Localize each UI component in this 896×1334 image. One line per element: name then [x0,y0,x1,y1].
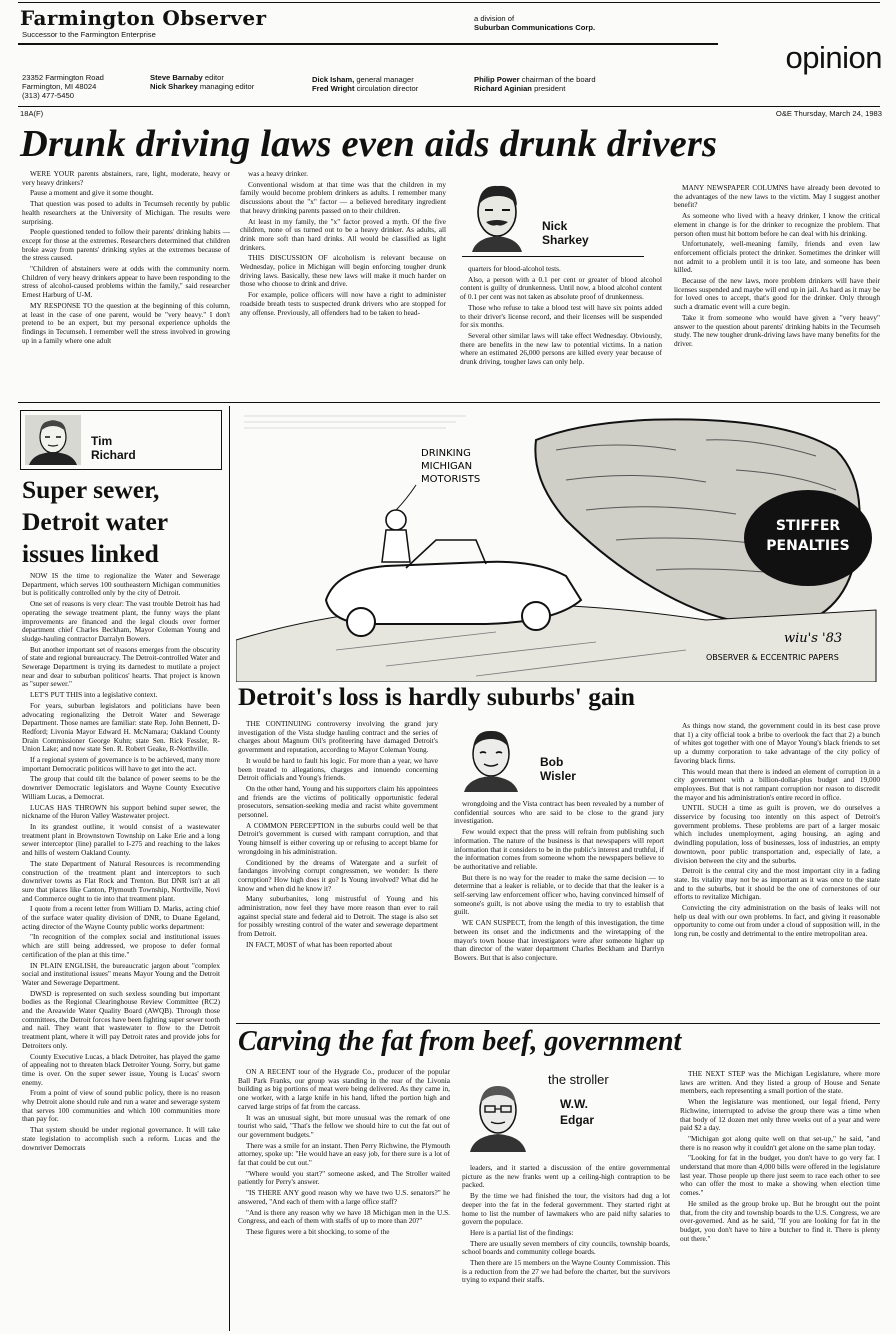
article-paragraph: "Children of abstainers were at odds with the community norm. Children of very heavy drinkers appear to have been responding to the stress of alcohol-caused problems within the family," said researcher Ernest Harburg of U-M. [22,264,230,300]
article-paragraph: WERE YOUR parents abstainers, rare, light, moderate, heavy or very heavy drinkers? [22,170,230,187]
article-paragraph: That system should be under regional governance. It will take state legislation to accomplish such a reform. Lucas and the downriver Democrats [22,1125,220,1152]
byline-first-name: Bob [540,755,564,769]
byline-last-name: Wisler [540,769,576,783]
article-paragraph: LET'S PUT THIS into a legislative context. [30,690,158,700]
article-paragraph: IN FACT, MOST of what has been reported about [246,939,393,949]
cartoon-wall-text-1: STIFFER [775,518,841,534]
article-paragraph: If a regional system of governance is to be achieved, many more important Democratic politicos will have to get into the act. [22,755,220,773]
article-paragraph: This would mean that there is indeed an element of corruption in a city government with a billion-dollar-plus budget and 19,000 employees. But that is not rampant corruption nor reason to discredit the mayor and his administration's entire record in office. [674,766,880,802]
top-rule [18,2,880,3]
article1-column-2 [240,170,446,398]
cartoon-sign-text-1: DRINKING [421,448,471,459]
byline-last-name: Sharkey [542,233,589,247]
article-paragraph: For years, suburban legislators and politicians have been advocating regionalizing the Detroit Water and Sewerage Department. Those names are familiar: state Rep. John Bennett, D-Redford; Livonia Mayor Edward H. McNamara; Oakland County Drain Commissioner George Kuhn; state Sen. Rick Fessler, R-Union Lake; and now state Sen. R. Robert Geake, R-Northville. [22,700,220,754]
byline-tim-richard [20,410,222,470]
article-paragraph: "Where would you start?" someone asked, and The Stroller waited patiently for Perry's answer. [238,1168,450,1187]
masthead-rule [18,43,718,45]
article-paragraph: That question was posed to adults in Tecumseh recently by public health researchers at the University of Michigan. The results were surprising. [22,199,230,226]
headline-drunk-driving: Drunk driving laws even aids drunk drivers [20,123,718,165]
article-paragraph: The group that could tilt the balance of power seems to be the downriver Democratic legislators and Wayne County Executive William Lucas, a Democrat. [22,774,220,801]
staff-name: Fred Wright [312,84,355,93]
article-paragraph: It was an unusual sight, but more unusual was the remark of one tourist who said, "That's the fellow we should hire to cut the fat out of our government budgets." [238,1112,450,1139]
staff-circulation-director [312,84,418,93]
article-paragraph: DWSD is represented on such sexless sounding but important bodies as the Regional Clearinghouse Review Committee (RC2) and the Areawide Water Quality Board (AWQB). Through those committees, the Detroit forces have been fighting super sewer tooth and nail. They want that wastewater to flow to the Detroit treatment plant, where it will pay Detroit rates and provide jobs for Detroiters only. [22,988,220,1050]
article-paragraph: "In recognition of the complex social and institutional issues which are still being addressed, we propose to defer formal certification of the plan at this time." [22,932,220,959]
editorial-cartoon [236,410,878,682]
page-number: 18A(F) [20,109,44,118]
article-paragraph: UNTIL SUCH a time as guilt is proven, we do ourselves a disservice by focusing too intently on this aspect of Detroit's government problems. These problems are part of a larger mosaic which includes unemployment, aging housing, an aging and dwindling population, loss of businesses, loss of industries, an empty downtown, poor public transportation and, especially of late, a division between the city and the suburbs. [674,803,880,865]
article-paragraph: Those who refuse to take a blood test will have six points added to their driver's license record, and their licenses will be suspended for six months. [460,302,662,330]
article-paragraph: leaders, and it started a discussion of the entire governmental picture as the new franks went up a ceiling-high contraption to be packed. [462,1164,670,1190]
article-divider [236,1023,880,1024]
cartoon-credit: OBSERVER & ECCENTRIC PAPERS [706,653,839,662]
article-paragraph: It would be hard to fault his logic. For more than a year, we have been treated to allegations, charges and innuendo concerning Detroit officials and Young's friends. [238,755,438,783]
staff-role: president [531,84,566,93]
article-paragraph: Take it from someone who would have given a "very heavy" answer to the question about parents' drinking habits in the Tecumseh study. The new tougher drunk-driving laws have many benefits for the driver. [674,312,880,348]
byline-first-name: Tim [91,434,113,448]
article-paragraph: Unfortunately, well-meaning family, friends and even law enforcement officials protect the drinker. Sometimes the drinker will not admit to a problem until it is too late, and someone has been killed. [674,239,880,275]
article-paragraph: ON A RECENT tour of the Hygrade Co., producer of the popular Ball Park Franks, our group was standing in the rear of the Livonia building as big portions of meat were being delivered. As they came in, one worker, with a large knife in his hand, lifted the portion high and carved large strips of fat from the carcass. [238,1068,450,1111]
staff-chairman [474,75,596,84]
dateline: O&E Thursday, March 24, 1983 [775,109,882,118]
staff-name: Steve Barnaby [150,73,203,82]
headline-super-sewer [22,474,168,570]
article4-column-1 [238,1068,450,1330]
article-paragraph: I quote from a recent letter from William D. Marks, acting chief of the surface water quality division of DNR, to Duane Egeland, acting director of the Wayne County public works department: [22,904,220,931]
portrait-nick-sharkey [466,178,528,252]
article-paragraph: County Executive Lucas, a black Detroiter, has played the game of appealing not to threaten black Detroiter Young. Sorry, but game time is over. On the super sewer issue, Young is Lucas' sworn enemy. [22,1051,220,1087]
article-paragraph: THE NEXT STEP was the Michigan Legislature, where more laws are written. And they listed a group of House and Senate members, each representing a small portion of the state. [680,1070,880,1096]
article-paragraph: "IS THERE ANY good reason why we have two U.S. senators?" he answered, "And each of them with a large office staff? [238,1188,450,1206]
article1-column-1 [22,170,230,398]
staff-name: Philip Power [474,75,520,84]
staff-managing-editor [150,82,254,91]
article-paragraph: MY RESPONSE TO the question at the beginning of this column, at least in the case of one parent, would be "very heavy." I don't pretend to be an expert, but my personal experience upholds the findings in Tecumseh. I remember well the stress involved in growing up in a family where one adult [22,300,230,345]
headline-carving-the-fat: Carving the fat from beef, government [238,1026,682,1057]
article-paragraph: When the legislature was mentioned, our legal friend, Perry Richwine, interrupted to advise the group there was a time when that body of 12 dozen met only three weeks out of a year and were paid $2 a day. [680,1097,880,1133]
article-paragraph: quarters for blood-alcohol tests. [468,265,561,273]
column-rule [229,406,230,1331]
portrait-bob-wisler [458,722,524,792]
article-paragraph: By the time we had finished the tour, the visitors had dug a lot deeper into the fat in the federal government. They started right at home to list the number of lawmakers who are paid nifty salaries to govern the populace. [462,1191,670,1227]
article-paragraph: Conditioned by the dreams of Watergate and a surfeit of fandangos involving corrupt congressmen, we wonder: Is there corruption? How high does it go? Is Young involved? What did he know and when did he know it? [238,857,438,893]
article-paragraph: Then there are 15 members on the Wayne County Commission. This is a reduction from the 27 we had before the charter, but the survivors trying to expand their staffs. [462,1258,670,1285]
byline-rule [462,256,644,257]
masthead-title: Farmington Observer [20,6,267,30]
staff-name: Nick Sharkey [150,82,198,91]
staff-role: chairman of the board [519,75,596,84]
article-paragraph: There are usually seven members of city councils, township boards, school boards and community college boards. [462,1238,670,1257]
article-paragraph: As things now stand, the government could in its best case prove that 1) a city official took a bribe to overlook the fact that 2) a bunch of whites got together with one of Mayor Young's black friends to set up a dummy corporation to take advantage of the city policy of favoring black firms. [674,722,880,765]
byline-last-name: Richard [91,448,136,462]
division-line-1: a division of [474,14,515,23]
article-paragraph: People questioned tended to follow their parents' drinking habits — except for those at the extremes. Researchers determined that children broke away from parents' drinking styles at the extremes because of the stress caused. [22,227,230,263]
article-paragraph: Conventional wisdom at that time was that the children in my family would become problem drinkers as adults. I remember many discussions about the "x" factor — a believed hereditary ingredient that heavy drinking parents passed on to their children. [240,179,446,215]
article-paragraph: Convicting the city administration on the basis of leaks will not help us deal with our own problems. In fact, and giving it reasonable opportunity to come out from under a cloud of supposition will, in the long run, be costly and detrimental to the entire metropolitan area. [674,903,880,939]
article-paragraph: Few would expect that the press will refrain from publishing such information. The nature of the business is that newspapers will report information that it considers to be in the public's interest and truthful, if the information comes from someone whom the newspapers believe to be authoritative and reliable. [454,827,664,871]
article-paragraph: One set of reasons is very clear: The vast trouble Detroit has had operating the sewage treatment plant, the funny ways the plant improvements are financed and the legal clouds over former department chief Charles Beckham, Mayor Coleman Young and sludge-hauling contractor Darralyn Bowers. [22,599,220,643]
cartoon-signature: wiu's '83 [784,631,843,646]
article-paragraph: IN PLAIN ENGLISH, the bureaucratic jargon about "complex social and institutional issues" means Mayor Young and the Detroit Water and Sewerage Department. [22,960,220,987]
byline-w-w-edgar [462,1068,662,1160]
article-paragraph: On the other hand, Young and his supporters claim his appointees and friends are the victims of politically opportunistic federal prosecutors, sensation-seeking media and racist white government personnel. [238,783,438,820]
cartoon-sign-text-3: MOTORISTS [421,474,481,485]
headline-line: issues linked [22,539,159,568]
article-paragraph: Pause a moment and give it some thought. [30,188,154,198]
article-paragraph: For example, police officers will now have a right to administer roadside breath tests to suspected drunk drivers who are stopped for any offense. Previously, all offenders had to be taken to head- [240,290,446,317]
staff-general-manager [312,75,414,84]
article-paragraph: Here is a partial list of the findings: [470,1227,574,1237]
staff-role: editor [202,73,224,82]
article-paragraph: At least in my family, the "x" factor proved a myth. Of the five children, none of us turned out to be a heavy drinker. As adults, all drink more soft than hard drinks. All would be classified as light drinkers. [240,216,446,252]
staff-name: Richard Aginian [474,84,532,93]
division-line-2: Suburban Communications Corp. [474,23,596,32]
cartoon-sign-text-2: MICHIGAN [421,461,473,472]
byline-first-name: W.W. [560,1097,588,1111]
article-paragraph: wrongdoing and the Vista contract has been revealed by a number of confidential sources who are said to be close to the grand jury investigation. [454,800,664,826]
staff-role: general manager [354,75,414,84]
article-paragraph: MANY NEWSPAPER COLUMNS have already been devoted to the advantages of the new laws to the victim. May I suggest another benefit? [674,184,880,210]
cartoon-wall-text-2: PENALTIES [766,538,850,554]
article1-column-4 [674,184,880,398]
article-paragraph: Several other similar laws will take effect Wednesday. Obviously, there are benefits in the new law to potential victims. In a nation where an estimated 26,000 persons are killed every year because of drunk driving, tougher laws can only help. [460,330,662,367]
article-paragraph: "And is there any reason why we have 18 Michigan men in the U.S. Congress, and each of them with staffs of up to more than 20?" [238,1207,450,1226]
staff-editor [150,73,224,82]
byline-last-name: Edgar [560,1113,595,1127]
article-paragraph: Detroit is the central city and the most important city in a fading state. Its vitality may not be as important as it was once to the state and to the suburbs, but it should be the one of cornerstones of our efforts to revitalize Michigan. [674,866,880,902]
address-line-2: Farmington, MI 48024 [22,82,97,91]
masthead-subtitle: Successor to the Farmington Enterprise [22,30,156,39]
article-paragraph: Many suburbanites, long mistrustful of Young and his administration, now feel they have more reason than ever to rail against special state and federal aid to Detroit. The stage is also set for possibly wresting control of the water and sewerage department from Detroit. [238,894,438,939]
article-paragraph: was a heavy drinker. [248,170,308,178]
article-paragraph: NOW IS the time to regionalize the Water and Sewerage Department, which serves 100 southeastern Michigan communities but is politically controlled only by the city of Detroit. [22,572,220,598]
byline-first-name: Nick [542,219,568,233]
article-paragraph: A COMMON PERCEPTION in the suburbs could well be that Detroit's government is cursed with rampant corruption, and that Young himself is either covering up or refusing to accept blame for wrongdoing in his administration. [238,820,438,856]
article-paragraph: In its grandest outline, it would consist of a wastewater treatment plant in Brownstown Township on Lake Erie and a long sewer interceptor (line) parallel to I-275 and reaching to the lakes and hills of western Oakland County. [22,821,220,858]
address-line-1: 23352 Farmington Road [22,73,104,82]
article-paragraph: "Michigan got along quite well on that set-up," he said, "and there is no reason why it couldn't get alone on the same plan today. [680,1133,880,1152]
address-line-3: (313) 477-5450 [22,91,74,100]
staff-name: Dick Isham, [312,75,355,84]
folio-rule [18,106,880,107]
staff-role: circulation director [354,84,419,93]
article3-column-2 [454,800,664,1022]
headline-detroits-loss: Detroit's loss is hardly suburbs' gain [238,682,635,711]
article-paragraph: There was a smile for an instant. Then Perry Richwine, the Plymouth attorney, spoke up: "He would have an easy job, for there sure is a lot of fat that could be cut out." [238,1140,450,1168]
article-paragraph: These figures were a bit shocking, to some of the [246,1226,390,1236]
article-paragraph: As someone who lived with a heavy drinker, I know the critical element in change is for the drinker to recognize the problem. That person often must hit bottom before he can deal with his drinking. [674,211,880,238]
staff-role: managing editor [197,82,255,91]
article-paragraph: WE CAN SUSPECT, from the length of this investigation, the time between its onset and the indictments and the wiretapping of the mayor's town house that investigators were after someone higher up than director of the water department Charles Beckham and Darrlyn Bowers. But that is also conjecture. [454,918,664,962]
article-paragraph: LUCAS HAS THROWN his support behind super sewer, the nickname of the Huron Valley Wastewater project. [22,802,220,821]
article2-body [22,572,220,1327]
article-paragraph: But another important set of reasons emerges from the obscurity of state and regional bureaucracy. The Detroit-controlled Water and Sewerage Department is trying its darnedest to mutilate a project near and dear to suburban politicos' hearts. That project is known as "super sewer." [22,644,220,689]
article3-column-1 [238,720,438,1022]
portrait-tim-richard [25,415,81,465]
article-paragraph: "Looking for fat in the budget, you don't have to go very far. I understand that more than 4,000 bills were offered in the legislature last year. Those people up there just seem to race each other to see who can offer the most to make a showing when election time comes." [680,1153,880,1198]
kicker-the-stroller: the stroller [548,1072,609,1087]
headline-line: Detroit water [22,507,169,536]
staff-president [474,84,565,93]
article4-column-3 [680,1070,880,1330]
article4-column-2 [462,1164,670,1330]
article3-column-3 [674,722,880,1022]
article-paragraph: THE CONTINUING controversy involving the grand jury investigation of the Vista sludge hauling contract and the series of charges about Magnum Oil's profiteering have damaged Detroit's government and reputation, according to Mayor Coleman Young. [238,720,438,755]
article-paragraph: But there is no way for the reader to make the same decision — to determine that a leaker is reliable, or to decide that that the leaker is a self-serving law enforcement officer who, having convinced himself of someone's guilt, is not above using the media to try to establish that guilt. [454,872,664,917]
article-paragraph: Because of the new laws, more problem drinkers will have their licenses suspended and maybe will end up in jail. As hard as it may be for loved ones to accept, that's good for the drinker. Only through such a dramatic event will a cure begin. [674,276,880,312]
headline-line: Super sewer, [22,475,160,504]
byline-bob-wisler [454,716,660,798]
article-paragraph: He smiled as the group broke up. But he brought out the point that, from the city and township boards to the U.S. Congress, we are over-governed. And as he said, "If you are looking for fat in the budget, you don't have to hire a butcher to find it. There is plenty out there." [680,1198,880,1243]
article-paragraph: Also, a person with a 0.1 per cent or greater of blood alcohol content is guilty of drunkenness. Until now, a blood alcohol content of 0.1 per cent was not taken as absolute proof of drunkenness. [460,274,662,302]
article-divider [18,402,880,403]
section-label-opinion: opinion [785,40,882,75]
article-paragraph: THIS DISCUSSION OF alcoholism is relevant because on Wednesday, police in Michigan will begin enforcing tougher drunk driving laws. Basically, these new laws will make it much harder on those who choose to drink and drive. [240,253,446,289]
portrait-w-w-edgar [464,1074,532,1152]
article-paragraph: The state Department of Natural Resources is recommending construction of the treatment plant and interceptors to such downriver towns as Flat Rock and Trenton. But DNR isn't at all sure that places like Canton, Plymouth Township, Northville, Novi and Commerce ought to tie into that treatment plant. [22,858,220,903]
cartoon-drawing [236,410,878,682]
article1-column-3 [460,265,662,398]
byline-nick-sharkey [460,170,646,262]
article-paragraph: From a point of view of sound public policy, there is no reason why Detroit alone should rule and run a water and sewerage system that serves 100 communities and which 100 communities more than pay for. [22,1088,220,1124]
